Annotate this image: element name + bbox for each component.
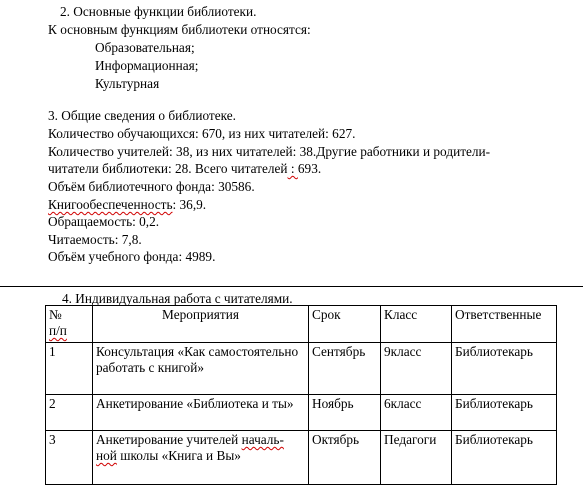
row-num: 1 [46, 343, 93, 395]
row-grade: Педагоги [381, 431, 452, 485]
row-term: Ноябрь [309, 395, 381, 431]
row-num: 2 [46, 395, 93, 431]
stat-textbook-fund: Объём учебного фонда: 4989. [48, 249, 216, 264]
header-responsible: Ответственные [452, 306, 557, 343]
row-grade: 9класс [381, 343, 452, 395]
stat-reading-rate: Читаемость: 7,8. [48, 232, 142, 247]
stat-other-readers [48, 160, 321, 177]
book-provision-word: Книгообеспеченность [48, 197, 173, 212]
header-num-sign: № [49, 307, 62, 322]
row-responsible: Библиотекарь [452, 343, 557, 395]
row-event-part: Анкетирование учителей [96, 432, 242, 447]
stat-book-provision [48, 196, 206, 213]
header-event: Мероприятия [93, 306, 309, 343]
section-4-heading: 4. Индивидуальная работа с читателями. [62, 291, 293, 306]
row-event: Анкетирование «Библиотека и ты» [93, 395, 309, 431]
row-responsible: Библиотекарь [452, 431, 557, 485]
row-event-part: школы «Книга и Вы» [116, 448, 241, 463]
stat-other-readers-text: читатели библиотеки: 28. Всего читателей [48, 161, 288, 176]
function-item: Информационная; [95, 58, 199, 73]
functions-intro: К основным функциям библиотеки относятся: [48, 22, 311, 37]
row-responsible: Библиотекарь [452, 395, 557, 431]
table-header-row [46, 306, 557, 343]
stat-circulation: Обращаемость: 0,2. [48, 214, 160, 229]
table-row [46, 343, 557, 395]
header-num [46, 306, 93, 343]
stat-fund: Объём библиотечного фонда: 30586. [48, 179, 255, 194]
function-item: Культурная [95, 76, 160, 91]
header-num-pp: п/п [49, 323, 67, 338]
row-event: Консультация «Как самостоятельно работать с книгой» [93, 343, 309, 395]
stat-students: Количество обучающихся: 670, из них читателей: 627. [48, 126, 356, 141]
header-grade: Класс [381, 306, 452, 343]
table-row [46, 395, 557, 431]
reader-work-table [45, 305, 557, 485]
row-event-marked: началь- ной [96, 432, 284, 463]
row-term: Сентябрь [309, 343, 381, 395]
section-3-heading: 3. Общие сведения о библиотеке. [48, 108, 236, 123]
page-divider [0, 286, 583, 287]
row-grade: 6класс [381, 395, 452, 431]
stat-teachers: Количество учителей: 38, из них читателей: 38.Другие работники и родители- [48, 144, 491, 159]
row-event [93, 431, 309, 485]
row-term: Октябрь [309, 431, 381, 485]
function-item: Образовательная; [95, 40, 195, 55]
table-row [46, 431, 557, 485]
row-num: 3 [46, 431, 93, 485]
stat-colon-marked: : [287, 161, 298, 176]
section-2-heading: 2. Основные функции библиотеки. [60, 4, 257, 19]
book-provision-value: : 36,9. [172, 197, 207, 212]
header-term: Срок [309, 306, 381, 343]
stat-total-readers: 693. [297, 161, 322, 176]
